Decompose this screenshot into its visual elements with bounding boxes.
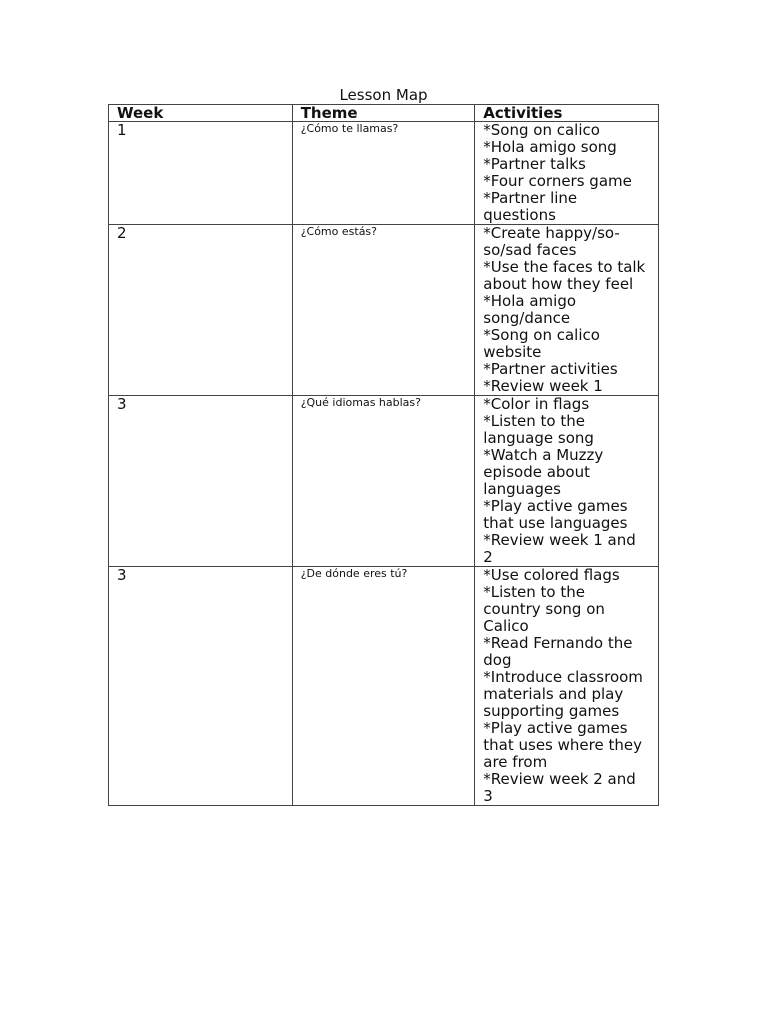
activity-line: are from (483, 753, 548, 771)
activity-line: 2 (483, 548, 493, 566)
activity-line: *Four corners game (483, 172, 632, 190)
page-title: Lesson Map (339, 86, 428, 104)
activity-line: *Hola amigo (483, 292, 577, 310)
activity-line: *Play active games (483, 719, 628, 737)
theme-column-header: Theme (292, 105, 475, 122)
activity-line: *Play active games (483, 497, 628, 515)
activities-cell (475, 567, 659, 806)
activity-line: *Review week 1 and (483, 531, 636, 549)
activity-line: materials and play (483, 685, 624, 703)
activity-line: website (483, 343, 542, 361)
activity-line: *Read Fernando the (483, 634, 633, 652)
week-column-header: Week (109, 105, 293, 122)
activity-line: *Listen to the (483, 583, 585, 601)
week-cell: 3 (109, 396, 293, 567)
activity-line: *Listen to the (483, 412, 585, 430)
table-row (109, 396, 659, 567)
activities-column-header: Activities (475, 105, 659, 122)
activity-line: *Song on calico (483, 326, 600, 344)
activity-line: *Introduce classroom (483, 668, 643, 686)
activities-cell (475, 225, 659, 396)
week-cell: 2 (109, 225, 293, 396)
activity-line: about how they feel (483, 275, 634, 293)
activity-line: supporting games (483, 702, 620, 720)
activity-line: *Hola amigo song (483, 138, 617, 156)
activities-cell (475, 122, 659, 225)
theme-cell: ¿Qué idiomas hablas? (292, 396, 475, 567)
activity-line: 3 (483, 787, 493, 805)
lesson-map-table (108, 104, 659, 806)
activities-cell (475, 396, 659, 567)
activity-line: *Song on calico (483, 121, 600, 139)
activity-line: Calico (483, 617, 529, 635)
activity-line: that use languages (483, 514, 628, 532)
activity-line: *Review week 2 and (483, 770, 636, 788)
activity-line: country song on (483, 600, 605, 618)
activity-line: languages (483, 480, 561, 498)
table-row (109, 567, 659, 806)
week-cell: 3 (109, 567, 293, 806)
activity-line: so/sad faces (483, 241, 577, 259)
activity-line: dog (483, 651, 512, 669)
activity-line: language song (483, 429, 594, 447)
table-row (109, 225, 659, 396)
activity-line: that uses where they (483, 736, 642, 754)
activity-line: episode about (483, 463, 590, 481)
activity-line: *Partner line (483, 189, 578, 207)
table-row (109, 122, 659, 225)
table-header-row (109, 105, 659, 122)
theme-cell: ¿Cómo estás? (292, 225, 475, 396)
week-cell: 1 (109, 122, 293, 225)
activity-line: *Review week 1 (483, 377, 603, 395)
theme-cell: ¿Cómo te llamas? (292, 122, 475, 225)
theme-cell: ¿De dónde eres tú? (292, 567, 475, 806)
activity-line: *Create happy/so- (483, 224, 620, 242)
activity-line: *Watch a Muzzy (483, 446, 604, 464)
activity-line: *Use colored flags (483, 566, 620, 584)
activity-line: questions (483, 206, 556, 224)
activity-line: *Partner talks (483, 155, 586, 173)
activity-line: *Partner activities (483, 360, 618, 378)
activity-line: song/dance (483, 309, 571, 327)
activity-line: *Use the faces to talk (483, 258, 646, 276)
activity-line: *Color in flags (483, 395, 590, 413)
